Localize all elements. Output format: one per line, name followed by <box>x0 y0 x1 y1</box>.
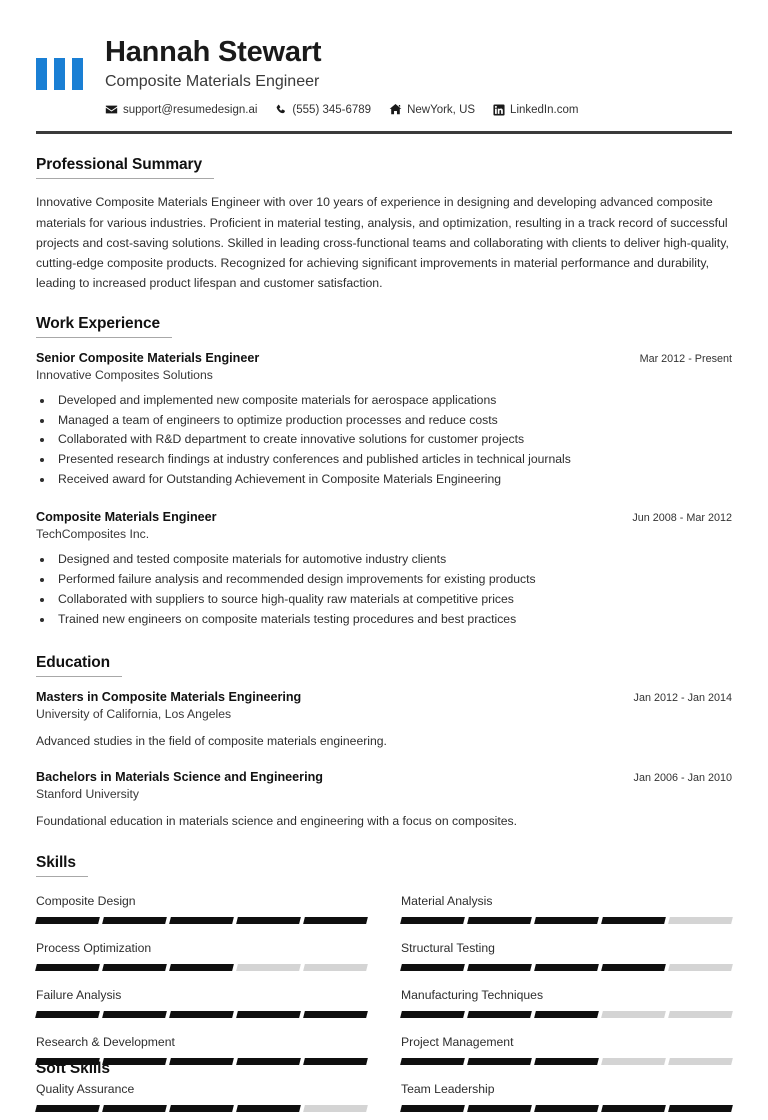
skill-item <box>36 885 367 932</box>
skill-segment <box>303 1058 368 1065</box>
skill-level-bar <box>36 1105 367 1112</box>
education-entry-date: Jan 2012 - Jan 2014 <box>633 691 732 704</box>
skill-segment <box>668 1105 733 1112</box>
skill-segment <box>236 1011 301 1018</box>
skill-segment <box>601 1058 666 1065</box>
skill-segment <box>534 1058 599 1065</box>
skill-segment <box>467 964 532 971</box>
contact-linkedin-value: LinkedIn.com <box>510 103 579 116</box>
skill-level-bar <box>36 964 367 971</box>
skill-segment <box>236 1105 301 1112</box>
education-entry-organization: University of California, Los Angeles <box>36 706 232 721</box>
linkedin-icon <box>493 104 505 116</box>
skill-segment <box>601 964 666 971</box>
work-entry-title: Senior Composite Materials Engineer <box>36 350 260 365</box>
skill-segment <box>169 917 234 924</box>
list-item: • Collaborated with suppliers to source high-quality raw materials at competitive prices <box>54 590 732 610</box>
skill-segment <box>534 917 599 924</box>
skill-level-bar <box>401 1105 732 1112</box>
list-item: • Presented research findings at industry conferences and published articles in technical journals <box>54 450 732 470</box>
education-entry-organization: Stanford University <box>36 786 139 801</box>
work-entry <box>36 510 732 630</box>
education-entry-description: Advanced studies in the field of composite materials engineering. <box>36 733 387 748</box>
skill-segment <box>601 1105 666 1112</box>
skill-segment <box>236 917 301 924</box>
skill-label: Project Management <box>401 1035 514 1050</box>
section-heading-skills: Skills <box>36 854 88 877</box>
list-item: • Received award for Outstanding Achievement in Composite Materials Engineering <box>54 470 732 490</box>
list-item: • Trained new engineers on composite materials testing procedures and best practices <box>54 610 732 630</box>
section-heading-work: Work Experience <box>36 315 172 338</box>
identity-block <box>105 36 732 116</box>
skill-segment <box>102 1105 167 1112</box>
skill-label: Structural Testing <box>401 941 495 956</box>
skill-segment <box>668 1011 733 1018</box>
skill-segment <box>534 1011 599 1018</box>
skill-segment <box>467 917 532 924</box>
skill-item <box>401 1026 732 1073</box>
work-entry-title: Composite Materials Engineer <box>36 510 217 525</box>
skill-segment <box>534 1105 599 1112</box>
skill-segment <box>601 917 666 924</box>
contact-phone[interactable] <box>275 104 371 116</box>
skill-level-bar <box>36 917 367 924</box>
contact-linkedin[interactable] <box>493 104 578 116</box>
skill-segment <box>467 1011 532 1018</box>
section-heading-education: Education <box>36 654 122 677</box>
education-entry-title: Bachelors in Materials Science and Engineering <box>36 769 323 784</box>
skill-item <box>401 1073 732 1120</box>
work-entry-organization: Innovative Composites Solutions <box>36 367 213 382</box>
skill-label: Process Optimization <box>36 941 152 956</box>
list-item: • Performed failure analysis and recommended design improvements for existing products <box>54 570 732 590</box>
list-item: • Designed and tested composite materials for automotive industry clients <box>54 550 732 570</box>
skill-label: Team Leadership <box>401 1082 495 1097</box>
list-item: • Managed a team of engineers to optimize production processes and reduce costs <box>54 411 732 431</box>
skill-level-bar <box>401 964 732 971</box>
contact-email-value: support@resumedesign.ai <box>123 103 258 116</box>
skill-segment <box>400 1011 465 1018</box>
skill-item <box>401 885 732 932</box>
skill-segment <box>400 1105 465 1112</box>
skill-segment <box>303 1105 368 1112</box>
work-entry <box>36 351 732 490</box>
skill-segment <box>400 917 465 924</box>
education-entry-description: Foundational education in materials science and engineering with a focus on composites. <box>36 813 518 828</box>
contact-email[interactable] <box>105 103 257 116</box>
skill-item <box>401 932 732 979</box>
skill-level-bar <box>401 917 732 924</box>
education-entry <box>36 770 732 830</box>
skill-segment <box>467 1058 532 1065</box>
candidate-name: Hannah Stewart <box>105 36 322 68</box>
skill-level-bar <box>401 1011 732 1018</box>
skill-segment <box>102 964 167 971</box>
skill-segment <box>534 964 599 971</box>
skill-segment <box>35 1011 100 1018</box>
work-entry-date: Jun 2008 - Mar 2012 <box>632 512 732 525</box>
header-divider <box>36 131 732 134</box>
home-icon <box>389 103 402 116</box>
phone-icon <box>275 104 287 116</box>
work-entry-organization: TechComposites Inc. <box>36 527 150 542</box>
envelope-icon <box>105 103 118 116</box>
skills-grid <box>36 885 732 1120</box>
skill-segment <box>668 917 733 924</box>
work-entry-date: Mar 2012 - Present <box>639 352 732 365</box>
section-heading-soft-skills: Soft Skills <box>36 1060 110 1077</box>
section-skills <box>36 854 732 1120</box>
skill-level-bar <box>36 1011 367 1018</box>
section-heading-summary: Professional Summary <box>36 156 214 179</box>
skill-segment <box>303 964 368 971</box>
skill-segment <box>467 1105 532 1112</box>
skill-segment <box>303 917 368 924</box>
candidate-job-title: Composite Materials Engineer <box>105 73 320 91</box>
skill-segment <box>169 1011 234 1018</box>
skill-segment <box>169 1058 234 1065</box>
skill-segment <box>102 1058 167 1065</box>
skill-label: Quality Assurance <box>36 1082 135 1097</box>
contact-location-value: NewYork, US <box>407 103 476 116</box>
resume-header <box>36 28 732 116</box>
skill-segment <box>601 1011 666 1018</box>
work-entry-bullets <box>54 391 732 490</box>
contact-row <box>105 103 732 116</box>
section-education <box>36 654 732 831</box>
section-professional-summary <box>36 156 732 292</box>
skill-segment <box>236 964 301 971</box>
skill-segment <box>668 1058 733 1065</box>
skill-label: Material Analysis <box>401 894 493 909</box>
summary-text: Innovative Composite Materials Engineer with over 10 years of experience in designing and developing advanced composite materials for various industries. Proficient in material testing, analysis, and optimization, resulting in a track record of successful projects and cost-saving solutions. Skilled in leading cross-functional teams and collaborating with clients to deliver high-quality, cutting-edge composite products. Recognized for achieving significant improvements in material performance and durability, leading to increased product lifespan and customer satisfaction. <box>36 195 729 290</box>
skill-segment <box>35 1105 100 1112</box>
education-entry-date: Jan 2006 - Jan 2010 <box>633 771 732 784</box>
skill-segment <box>35 917 100 924</box>
section-work-experience <box>36 315 732 630</box>
skill-segment <box>236 1058 301 1065</box>
skill-label: Composite Design <box>36 894 136 909</box>
skill-segment <box>303 1011 368 1018</box>
skill-segment <box>102 917 167 924</box>
skill-item <box>36 1073 367 1120</box>
education-entry <box>36 690 732 750</box>
skill-item <box>36 932 367 979</box>
contact-phone-value: (555) 345-6789 <box>292 103 372 116</box>
skill-item <box>36 979 367 1026</box>
contact-location[interactable] <box>389 103 475 116</box>
list-item: • Developed and implemented new composite materials for aerospace applications <box>54 391 732 411</box>
skill-segment <box>35 964 100 971</box>
three-bars-logo-icon <box>36 58 83 90</box>
skill-segment <box>668 964 733 971</box>
work-entry-bullets <box>54 550 732 630</box>
skill-segment <box>169 964 234 971</box>
skill-label: Research & Development <box>36 1035 175 1050</box>
list-item: • Collaborated with R&D department to create innovative solutions for customer projects <box>54 430 732 450</box>
skill-segment <box>102 1011 167 1018</box>
skill-label: Failure Analysis <box>36 988 122 1003</box>
skill-segment <box>400 1058 465 1065</box>
education-entry-title: Masters in Composite Materials Engineering <box>36 689 302 704</box>
skill-label: Manufacturing Techniques <box>401 988 544 1003</box>
skill-segment <box>400 964 465 971</box>
skill-level-bar <box>401 1058 732 1065</box>
skill-segment <box>169 1105 234 1112</box>
skill-item <box>401 979 732 1026</box>
